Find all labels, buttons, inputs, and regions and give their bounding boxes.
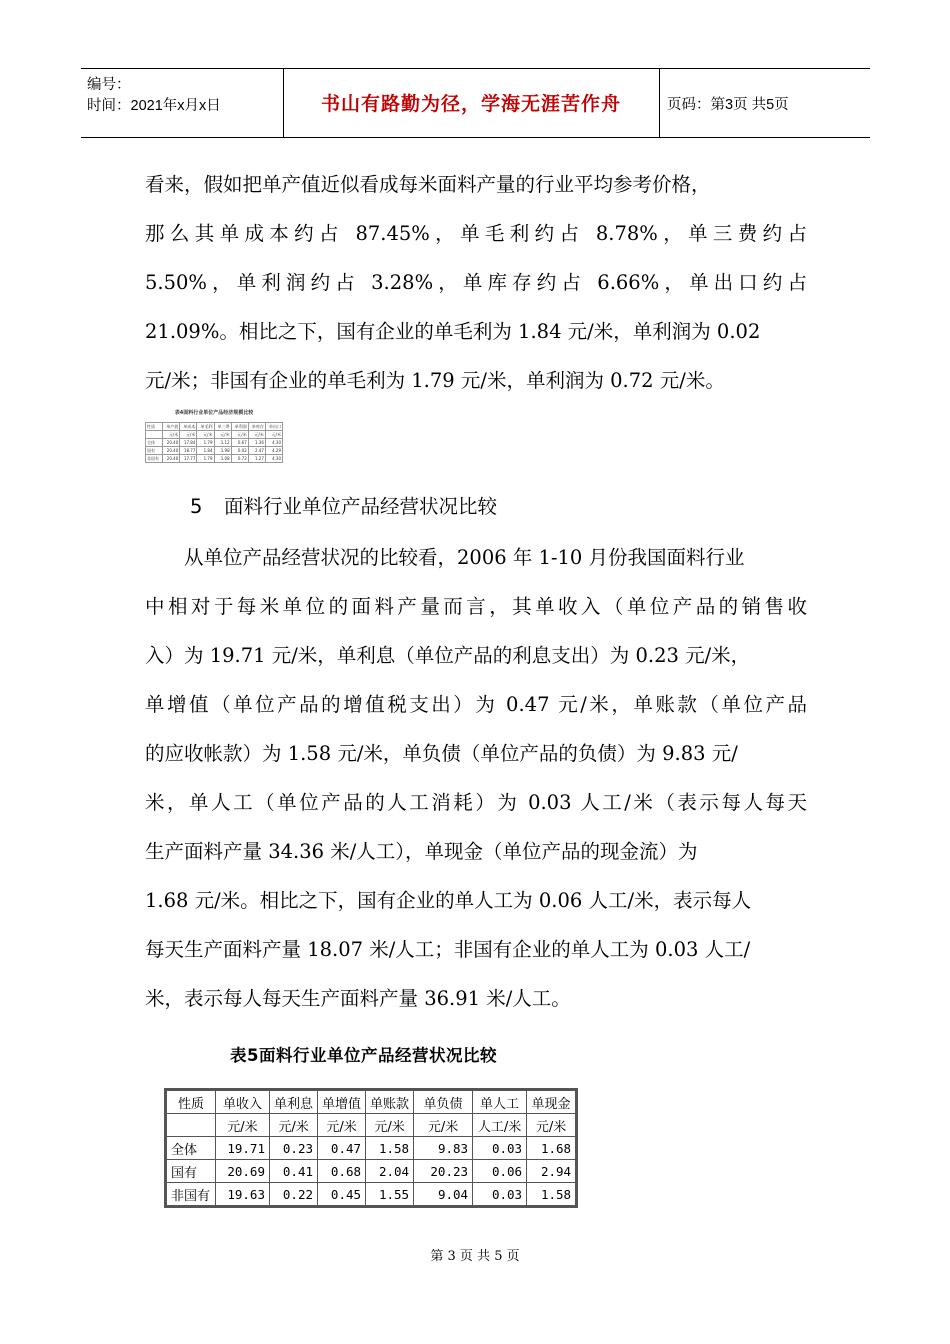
table-cell: 2.04 [366, 1160, 414, 1183]
table-unit-cell: 元/米 [318, 1114, 366, 1137]
table-cell: 9.83 [414, 1137, 473, 1160]
paragraph-1 [145, 160, 807, 405]
table-cell: 20.23 [414, 1160, 473, 1183]
paragraph-line: 21.09%。相比之下，国有企业的单毛利为 1.84 元/米，单利润为 0.02 [145, 320, 761, 343]
table-cell: 0.41 [270, 1160, 318, 1183]
paragraph-line: 中相对于每米单位的面料产量而言，其单收入（单位产品的销售收 [145, 595, 807, 618]
table-header-cell: 单利润 [231, 423, 248, 431]
table-cell: 0.03 [473, 1137, 527, 1160]
table-header-cell: 单人工 [473, 1091, 527, 1114]
table-5 [166, 1090, 576, 1206]
table-cell: 1.58 [366, 1137, 414, 1160]
table-unit-cell: 元/米 [163, 431, 180, 439]
table-cell: 全体 [167, 1137, 216, 1160]
paragraph-line: 从单位产品经营状况的比较看，2006 年 1-10 月份我国面料行业 [184, 546, 745, 569]
table-unit-cell: 元/米 [248, 431, 265, 439]
table-5-title: 表5面料行业单位产品经营状况比较 [230, 1046, 497, 1065]
paragraph-line: 米，单人工（单位产品的人工消耗）为 0.03 人工/米（表示每人每天 [145, 791, 807, 814]
table-header-cell: 单三费 [214, 423, 231, 431]
header-number-label: 编号： [87, 77, 131, 93]
table-row [167, 1137, 576, 1160]
paragraph-line: 单增值（单位产品的增值税支出）为 0.47 元/米，单账款（单位产品 [145, 693, 807, 716]
table-unit-cell [146, 431, 163, 439]
table-header-cell: 单产值 [163, 423, 180, 431]
table-cell: 0.45 [318, 1183, 366, 1206]
table-row [146, 439, 283, 447]
table-cell: 1.98 [214, 447, 231, 455]
table-cell: 1.55 [366, 1183, 414, 1206]
table-cell: 4.30 [265, 439, 282, 447]
table-cell: 1.79 [197, 439, 214, 447]
section-heading [190, 489, 497, 525]
table-cell: 国有 [146, 447, 163, 455]
table-cell: 18.77 [180, 447, 197, 455]
table-header-cell: 单出口 [265, 423, 282, 431]
table-header-cell: 单增值 [318, 1091, 366, 1114]
table-unit-cell: 元/米 [414, 1114, 473, 1137]
table-header-cell: 单现金 [527, 1091, 576, 1114]
table-header-cell: 单账款 [366, 1091, 414, 1114]
table-cell: 1.08 [214, 455, 231, 463]
table-cell: 2.94 [527, 1160, 576, 1183]
header-meta [87, 75, 221, 117]
table-row [167, 1183, 576, 1206]
table-header-cell: 性质 [167, 1091, 216, 1114]
table-unit-cell: 元/米 [366, 1114, 414, 1137]
table-cell: 国有 [167, 1160, 216, 1183]
table-cell: 9.04 [414, 1183, 473, 1206]
paragraph-line: 入）为 19.71 元/米，单利息（单位产品的利息支出）为 0.23 元/米， [145, 644, 751, 667]
table-cell: 0.03 [473, 1183, 527, 1206]
table-unit-cell: 元/米 [180, 431, 197, 439]
table-cell: 17.77 [180, 455, 197, 463]
paragraph-line: 5.50%，单利润约占 3.28%，单库存约占 6.66%，单出口约占 [145, 271, 807, 294]
table-unit-cell: 元/米 [197, 431, 214, 439]
table-4-title: 表4面料行业单位产品经济规模比较 [174, 410, 254, 416]
table-row [146, 447, 283, 455]
paragraph-line: 元/米；非国有企业的单毛利为 1.79 元/米，单利润为 0.72 元/米。 [145, 369, 725, 392]
table-cell: 1.12 [214, 439, 231, 447]
table-unit-cell: 元/米 [527, 1114, 576, 1137]
table-header-cell: 性质 [146, 423, 163, 431]
section-number: 5 [190, 495, 203, 518]
table-row [167, 1160, 576, 1183]
page-header [81, 68, 870, 138]
table-cell: 全体 [146, 439, 163, 447]
table-unit-cell: 元/米 [216, 1114, 270, 1137]
table-cell: 0.02 [231, 447, 248, 455]
table-unit-row [167, 1114, 576, 1137]
table-header-cell: 单收入 [216, 1091, 270, 1114]
table-unit-cell: 元/米 [231, 431, 248, 439]
paragraph-line: 那么其单成本约占 87.45%，单毛利约占 8.78%，单三费约占 [145, 222, 807, 245]
table-cell: 1.84 [197, 447, 214, 455]
header-page-label: 页码：第3页 共5页 [667, 97, 789, 113]
table-cell: 0.72 [231, 455, 248, 463]
table-cell: 0.67 [231, 439, 248, 447]
table-header-cell: 单负债 [414, 1091, 473, 1114]
table-cell: 0.22 [270, 1183, 318, 1206]
paragraph-line: 看来，假如把单产值近似看成每米面料产量的行业平均参考价格， [145, 173, 711, 196]
table-unit-cell: 元/米 [214, 431, 231, 439]
table-cell: 0.47 [318, 1137, 366, 1160]
table-4 [145, 422, 283, 463]
table-unit-cell: 人工/米 [473, 1114, 527, 1137]
table-header-cell: 单成本 [180, 423, 197, 431]
paragraph-line: 生产面料产量 34.36 米/人工），单现金（单位产品的现金流）为 [145, 840, 698, 863]
table-cell: 19.63 [216, 1183, 270, 1206]
header-motto: 书山有路勤为径，学海无涯苦作舟 [320, 94, 621, 115]
table-cell: 19.71 [216, 1137, 270, 1160]
table-cell: 2.47 [248, 447, 265, 455]
section-title: 面料行业单位产品经营状况比较 [224, 495, 498, 518]
table-unit-cell [167, 1114, 216, 1137]
table-cell: 1.27 [248, 455, 265, 463]
table-unit-cell: 元/米 [270, 1114, 318, 1137]
table-cell: 0.23 [270, 1137, 318, 1160]
table-cell: 4.29 [265, 447, 282, 455]
table-cell: 20.40 [163, 447, 180, 455]
table-cell: 0.68 [318, 1160, 366, 1183]
table-cell: 1.68 [527, 1137, 576, 1160]
table-row [146, 455, 283, 463]
table-header-cell: 单利息 [270, 1091, 318, 1114]
table-cell: 非国有 [146, 455, 163, 463]
table-header-cell: 单库存 [248, 423, 265, 431]
paragraph-line: 1.68 元/米。相比之下，国有企业的单人工为 0.06 人工/米，表示每人 [145, 889, 752, 912]
paragraph-2 [145, 533, 807, 1023]
table-5-frame [164, 1088, 578, 1208]
table-cell: 非国有 [167, 1183, 216, 1206]
table-cell: 20.40 [163, 439, 180, 447]
table-cell: 20.40 [163, 455, 180, 463]
table-cell: 1.58 [527, 1183, 576, 1206]
table-cell: 4.30 [265, 455, 282, 463]
header-time-label: 时间：2021年x月x日 [87, 98, 221, 114]
page-footer: 第 3 页 共 5 页 [430, 1249, 520, 1264]
table-cell: 17.84 [180, 439, 197, 447]
table-cell: 1.79 [197, 455, 214, 463]
paragraph-line: 米，表示每人每天生产面料产量 36.91 米/人工。 [145, 987, 571, 1010]
paragraph-line: 的应收帐款）为 1.58 元/米，单负债（单位产品的负债）为 9.83 元/ [145, 742, 738, 765]
table-4-thumbnail [145, 409, 283, 467]
table-cell: 1.36 [248, 439, 265, 447]
table-cell: 20.69 [216, 1160, 270, 1183]
table-header-row [167, 1091, 576, 1114]
table-cell: 0.06 [473, 1160, 527, 1183]
table-unit-cell: 元/米 [265, 431, 282, 439]
table-header-cell: 单毛利 [197, 423, 214, 431]
paragraph-line: 每天生产面料产量 18.07 米/人工；非国有企业的单人工为 0.03 人工/ [145, 938, 751, 961]
header-divider-right [659, 69, 660, 137]
